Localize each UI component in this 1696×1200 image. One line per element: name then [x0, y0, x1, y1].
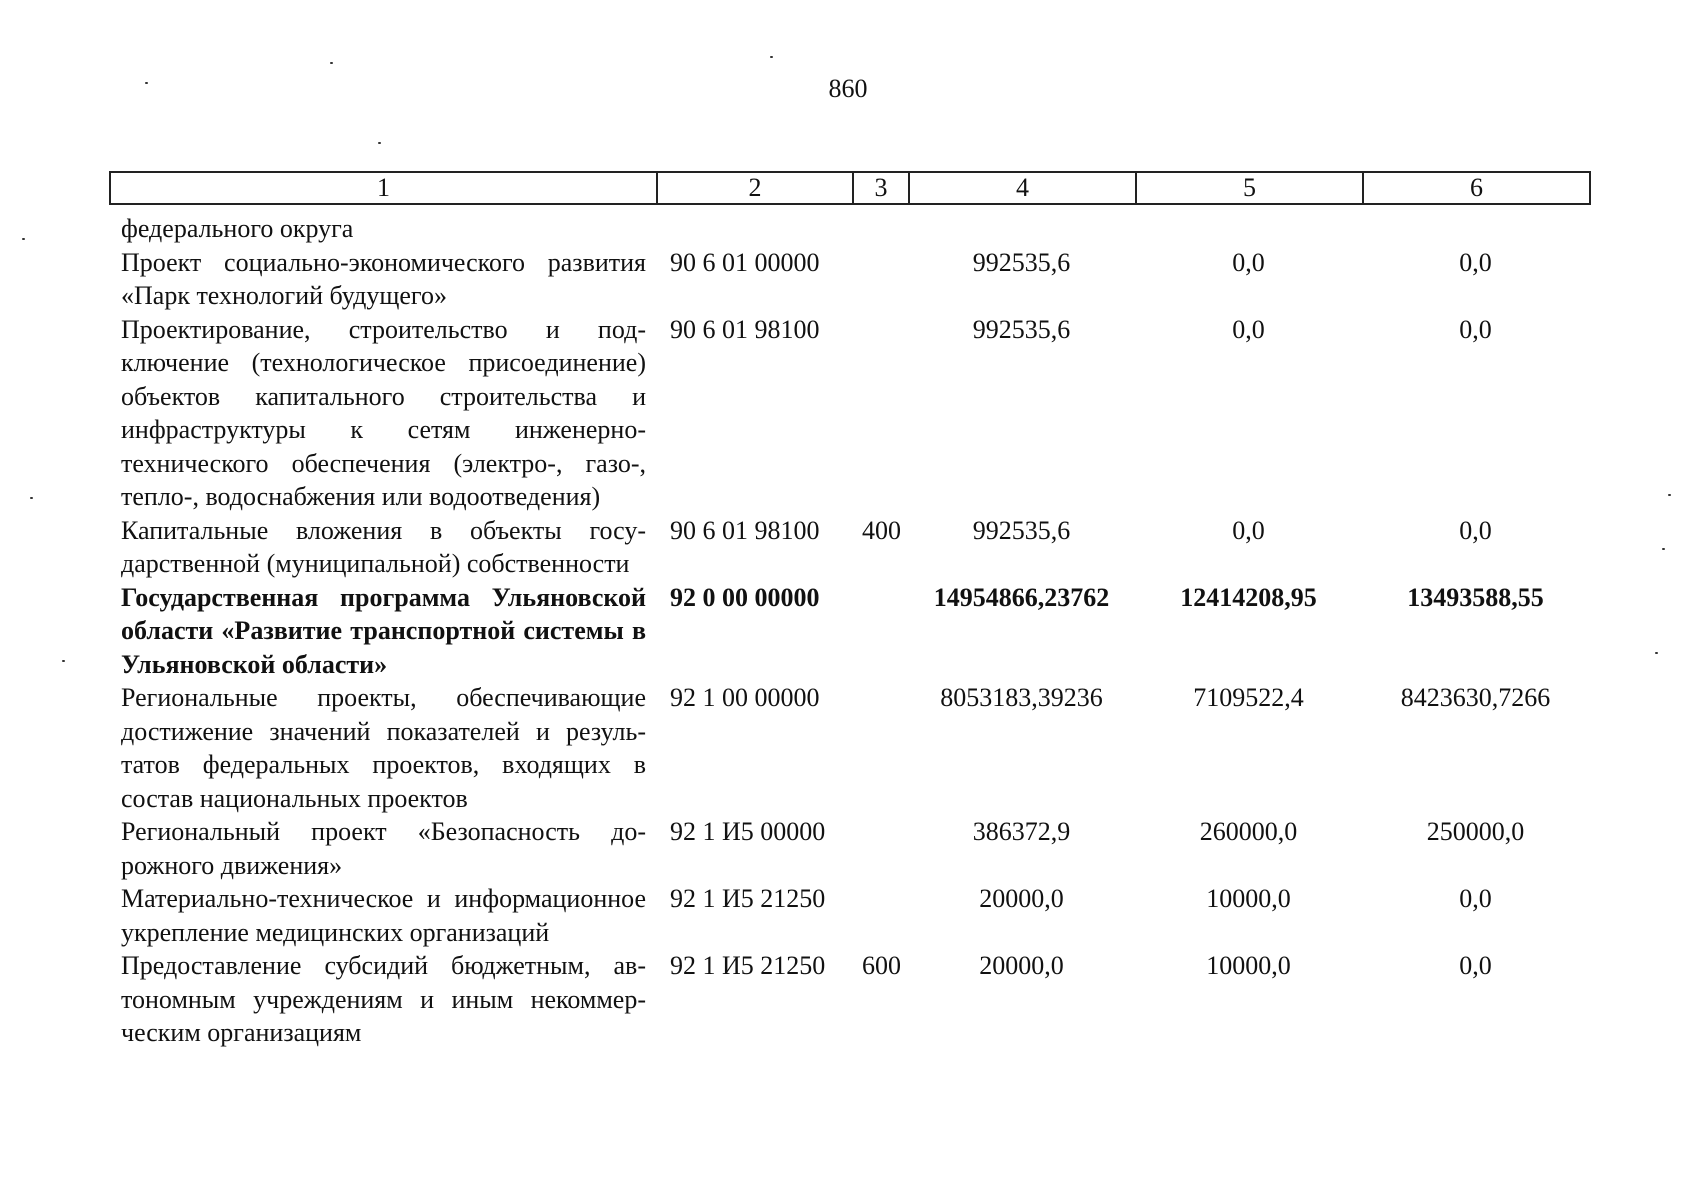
row-value-3-cell: [1362, 212, 1589, 246]
row-value-2-cell: 0,0: [1232, 247, 1265, 277]
row-code-cell: 92 0 00 00000: [670, 582, 820, 612]
column-header-4: 4: [909, 172, 1136, 204]
scan-speck: [145, 82, 148, 84]
row-value-2-cell: 7109522,4: [1193, 683, 1304, 712]
table-row: [109, 514, 1589, 581]
row-name-cell: федерального округа: [121, 214, 354, 243]
row-expense-type-cell: [852, 581, 908, 682]
row-expense-type-cell: [852, 212, 908, 246]
scan-speck: [22, 238, 25, 240]
row-expense-type-cell: [852, 882, 908, 949]
row-expense-type-cell: [852, 681, 908, 815]
scan-speck: [30, 497, 33, 499]
row-value-1-cell: [908, 212, 1135, 246]
row-expense-type-cell: 400: [862, 515, 901, 545]
column-header-5: 5: [1136, 172, 1363, 204]
row-code-cell: 92 1 И5 00000: [670, 817, 826, 846]
row-value-2-cell: 10000,0: [1206, 951, 1291, 980]
row-name-cell: Предоставление субсидий бюджетным, автономным учреждениям и иным некоммерческим организациям: [121, 951, 646, 1047]
row-value-2-cell: 12414208,95: [1180, 582, 1317, 612]
table-row: [109, 815, 1589, 882]
table-row: [109, 212, 1589, 246]
row-value-2-cell: 0,0: [1232, 515, 1265, 545]
row-value-3-cell: 250000,0: [1426, 817, 1525, 846]
scan-speck: [1655, 652, 1658, 654]
row-code-cell: 92 1 И5 21250: [670, 884, 826, 913]
row-value-1-cell: 14954866,23762: [933, 582, 1110, 612]
scan-speck: [378, 142, 381, 144]
row-expense-type-cell: 600: [862, 951, 901, 980]
row-code-cell: [656, 212, 852, 246]
column-header-1: 1: [110, 172, 657, 204]
row-value-1-cell: 386372,9: [972, 817, 1071, 846]
row-code-cell: 92 1 И5 21250: [670, 951, 826, 980]
row-value-2-cell: 260000,0: [1199, 817, 1298, 846]
row-code-cell: 90 6 01 00000: [670, 247, 820, 277]
row-name-cell: Материально-техническое и информационное укрепление медицинских организаций: [121, 884, 646, 947]
row-value-3-cell: 0,0: [1459, 314, 1492, 344]
table-row: [109, 949, 1589, 1050]
column-header-row: [110, 172, 1590, 204]
row-value-1-cell: 20000,0: [979, 951, 1064, 980]
row-value-3-cell: 0,0: [1459, 247, 1492, 277]
table-row: [109, 246, 1589, 313]
row-expense-type-cell: [852, 313, 908, 514]
row-name-cell: Региональные проекты, обеспечивающие достижение значений показателей и результатов федеральных проектов, входящих в состав национальных проектов: [121, 683, 646, 813]
row-value-3-cell: 13493588,55: [1407, 582, 1544, 612]
scan-speck: [1662, 548, 1665, 550]
row-value-3-cell: 0,0: [1459, 515, 1492, 545]
row-value-3-cell: 8423630,7266: [1400, 683, 1551, 712]
row-value-3-cell: 0,0: [1459, 951, 1492, 980]
row-code-cell: 92 1 00 00000: [670, 683, 820, 712]
column-header-6: 6: [1363, 172, 1590, 204]
row-value-1-cell: 8053183,39236: [940, 683, 1103, 712]
column-header-table: [109, 171, 1591, 205]
row-value-1-cell: 992535,6: [972, 314, 1071, 344]
budget-table: [109, 212, 1589, 1050]
row-value-2-cell: [1135, 212, 1362, 246]
row-name-cell: Проектирование, строительство и подключение (технологическое присоединение) объектов капитального строительства и инфраструктуры к сетям инженерно-технического обеспечения (электро-, газо-, тепло-, водоснабжения или водоотведения): [121, 314, 646, 511]
row-name-cell: Капитальные вложения в объекты государственной (муниципальной) собственности: [121, 515, 646, 578]
row-value-1-cell: 992535,6: [972, 247, 1071, 277]
row-code-cell: 90 6 01 98100: [670, 515, 820, 545]
column-header-2: 2: [657, 172, 853, 204]
table-row: [109, 313, 1589, 514]
row-value-2-cell: 10000,0: [1206, 884, 1291, 913]
scan-speck: [62, 660, 65, 662]
table-row: [109, 681, 1589, 815]
row-name-cell: Проект социально-экономического развития «Парк технологий будущего»: [121, 247, 646, 310]
scan-speck: [770, 56, 773, 58]
scan-speck: [330, 62, 333, 64]
row-name-cell: Региональный проект «Безопасность дорожного движения»: [121, 817, 646, 880]
row-value-1-cell: 992535,6: [972, 515, 1071, 545]
table-row: [109, 581, 1589, 682]
row-value-2-cell: 0,0: [1232, 314, 1265, 344]
page-number: 860: [828, 74, 868, 103]
scan-speck: [1668, 494, 1671, 496]
column-header-3: 3: [853, 172, 909, 204]
row-expense-type-cell: [852, 815, 908, 882]
row-name-cell: Государственная программа Ульяновской области «Развитие транспортной системы в Ульяновской области»: [121, 582, 646, 679]
row-value-1-cell: 20000,0: [979, 884, 1064, 913]
row-expense-type-cell: [852, 246, 908, 313]
row-code-cell: 90 6 01 98100: [670, 314, 820, 344]
table-row: [109, 882, 1589, 949]
row-value-3-cell: 0,0: [1459, 884, 1492, 913]
